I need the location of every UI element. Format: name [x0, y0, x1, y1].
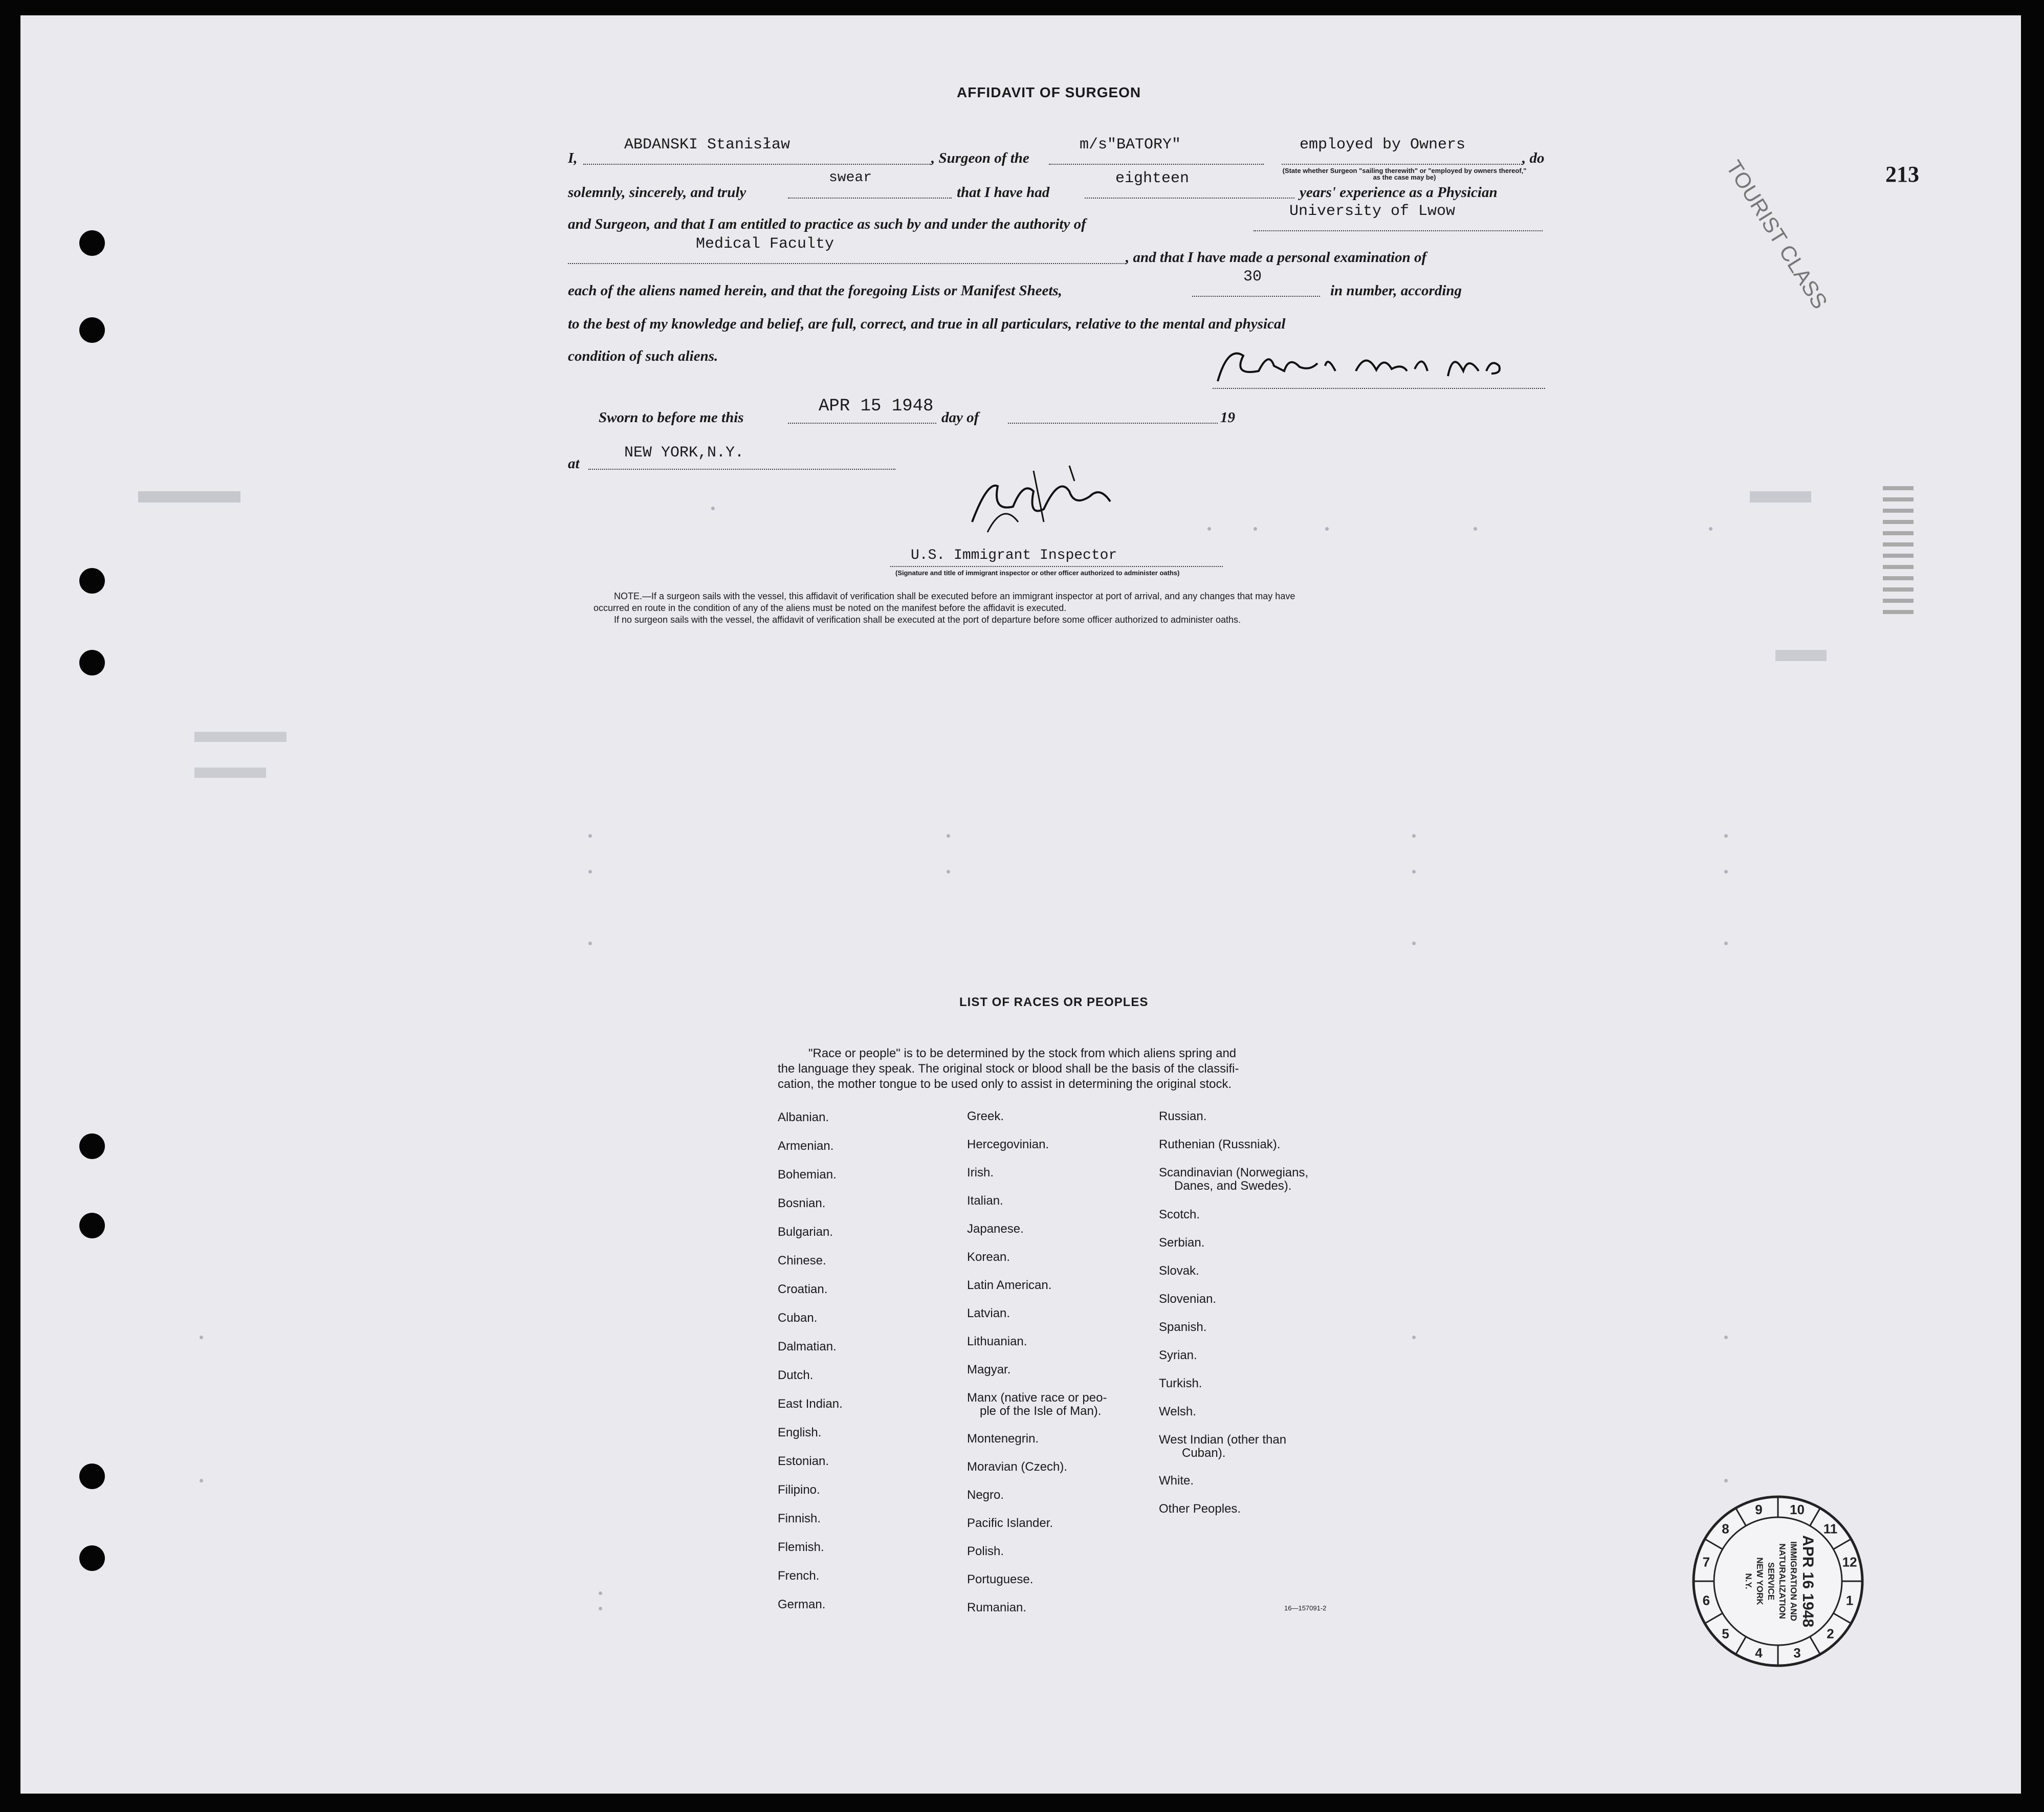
punch-hole: [79, 1464, 105, 1489]
race-irish: Irish.: [967, 1166, 994, 1180]
sworn-place: NEW YORK,N.Y.: [624, 444, 744, 462]
race-pacific-islander: Pacific Islander.: [967, 1516, 1053, 1530]
authority: University of Lwow: [1289, 203, 1456, 220]
race-armenian: Armenian.: [778, 1139, 834, 1153]
race-slovenian: Slovenian.: [1159, 1292, 1217, 1306]
race-other-peoples: Other Peoples.: [1159, 1502, 1241, 1516]
race-east-indian: East Indian.: [778, 1397, 843, 1411]
form-number: 16—157091-2: [1284, 1604, 1327, 1612]
race-bosnian: Bosnian.: [778, 1196, 826, 1210]
races-intro-1: "Race or people" is to be determined by the stock from which aliens spring and: [808, 1046, 1237, 1060]
years-experience: eighteen: [1115, 170, 1190, 187]
stamp-ring-number: 11: [1823, 1521, 1838, 1537]
do-label: , do: [1522, 150, 1545, 166]
race-turkish: Turkish.: [1159, 1377, 1202, 1390]
stamp-line-5: N.Y.: [1744, 1573, 1753, 1589]
sheet-count: 30: [1243, 268, 1262, 286]
stamp-ring-number: 10: [1790, 1501, 1805, 1517]
race-west-indian-line-1: West Indian (other than: [1159, 1433, 1287, 1447]
i-label: I,: [568, 150, 578, 166]
each-alien-label: each of the aliens named herein, and that the foregoing Lists or Manifest Sheets,: [568, 282, 1062, 299]
stamp-ring-number: 3: [1793, 1645, 1801, 1661]
races-intro-2: the language they speak. The original stock or blood shall be the basis of the classifi-: [778, 1062, 1239, 1076]
race-welsh: Welsh.: [1159, 1405, 1196, 1418]
arrival-stamp: [1691, 1494, 1865, 1668]
inspector-signature: [957, 461, 1141, 542]
note-line-1: NOTE.—If a surgeon sails with the vessel, this affidavit of verification shall be executed before an immigrant inspector at port of arrival, and any changes that may have: [614, 591, 1295, 601]
race-manx-line-1: Manx (native race or peo-: [967, 1391, 1107, 1405]
punch-hole: [79, 317, 105, 343]
race-french: French.: [778, 1569, 820, 1583]
race-syrian: Syrian.: [1159, 1348, 1197, 1362]
year-label: 19: [1220, 409, 1235, 426]
race-bohemian: Bohemian.: [778, 1168, 837, 1182]
race-ruthenian: Ruthenian (Russniak).: [1159, 1138, 1281, 1151]
in-number-label: in number, according: [1330, 282, 1462, 299]
punch-hole: [79, 1545, 105, 1571]
sworn-label: Sworn to before me this: [599, 409, 744, 426]
stamp-ring-number: 9: [1755, 1501, 1763, 1517]
stamp-line-4: NEW YORK: [1755, 1557, 1765, 1605]
race-serbian: Serbian.: [1159, 1236, 1205, 1250]
race-scotch: Scotch.: [1159, 1208, 1200, 1221]
race-korean: Korean.: [967, 1250, 1010, 1264]
years-line: [1085, 198, 1294, 199]
race-filipino: Filipino.: [778, 1483, 820, 1497]
race-scandinavian-line-2: Danes, and Swedes).: [1174, 1179, 1292, 1193]
stamp-ring-number: 7: [1702, 1554, 1710, 1570]
race-latvian: Latvian.: [967, 1306, 1010, 1320]
affidavit-title: AFFIDAVIT OF SURGEON: [957, 84, 1141, 100]
race-lithuanian: Lithuanian.: [967, 1335, 1027, 1348]
race-estonian: Estonian.: [778, 1454, 829, 1468]
inspector-caption: (Signature and title of immigrant inspector or other officer authorized to administer oaths): [895, 569, 1180, 577]
surgeon-signature-line: [1213, 388, 1545, 389]
tourist-class-stamp: TOURIST CLASS: [1722, 156, 1833, 313]
stamp-ring-number: 6: [1702, 1592, 1710, 1608]
races-intro-3: cation, the mother tongue to be used only to assist in determining the original stock.: [778, 1077, 1232, 1091]
document-page: [20, 15, 2021, 1794]
race-latin-american: Latin American.: [967, 1278, 1052, 1292]
best-knowledge-label: to the best of my knowledge and belief, are full, correct, and true in all particulars, relative to the mental and physical: [568, 316, 1286, 332]
race-negro: Negro.: [967, 1488, 1004, 1502]
race-greek: Greek.: [967, 1109, 1004, 1123]
surgeon-name-line: [583, 164, 931, 165]
stamp-ring-number: 8: [1722, 1521, 1729, 1537]
punch-hole: [79, 650, 105, 675]
employment-line: [1282, 164, 1522, 165]
vessel-name: m/s"BATORY": [1080, 136, 1181, 154]
race-finnish: Finnish.: [778, 1512, 821, 1525]
stamp-ring-number: 12: [1842, 1554, 1857, 1570]
oath-line: [788, 198, 952, 199]
race-dalmatian: Dalmatian.: [778, 1340, 837, 1353]
stamp-ring-number: 4: [1755, 1645, 1763, 1661]
race-moravian: Moravian (Czech).: [967, 1460, 1068, 1474]
race-west-indian-line-2: Cuban).: [1182, 1446, 1226, 1460]
punch-hole: [79, 568, 105, 594]
have-had-label: that I have had: [957, 184, 1050, 201]
employment-note: (State whether Surgeon "sailing therewith" or "employed by owners thereof," as the case may be): [1282, 167, 1527, 181]
faculty: Medical Faculty: [696, 235, 834, 253]
race-cuban: Cuban.: [778, 1311, 818, 1325]
faculty-line: [568, 263, 1126, 264]
condition-label: condition of such aliens.: [568, 348, 718, 364]
sheets-line: [1192, 296, 1320, 297]
race-german: German.: [778, 1598, 826, 1611]
race-bulgarian: Bulgarian.: [778, 1225, 833, 1239]
place-line: [588, 469, 895, 470]
race-polish: Polish.: [967, 1544, 1004, 1558]
race-english: English.: [778, 1426, 822, 1439]
stamp-date: APR 16 1948: [1799, 1535, 1816, 1628]
race-russian: Russian.: [1159, 1109, 1207, 1123]
inspector-title: U.S. Immigrant Inspector: [911, 548, 1117, 563]
race-portuguese: Portuguese.: [967, 1573, 1034, 1586]
race-hercegovinian: Hercegovinian.: [967, 1138, 1049, 1151]
race-flemish: Flemish.: [778, 1540, 824, 1554]
race-scandinavian-line-1: Scandinavian (Norwegians,: [1159, 1166, 1309, 1180]
surgeon-name: ABDANSKI Stanisław: [624, 136, 790, 154]
stamp-ring-number: 1: [1845, 1592, 1854, 1608]
oath-type: swear: [829, 170, 872, 186]
years-label: years' experience as a Physician: [1300, 184, 1498, 201]
punch-hole: [79, 1213, 105, 1238]
sworn-date-line: [788, 423, 936, 424]
made-exam-label: , and that I have made a personal examination of: [1126, 249, 1427, 266]
vessel-line: [1049, 164, 1264, 165]
stamp-ring-number: 5: [1722, 1626, 1729, 1642]
employment-status: employed by Owners: [1300, 136, 1466, 154]
race-magyar: Magyar.: [967, 1363, 1011, 1377]
stamp-ring-number: 2: [1827, 1626, 1834, 1642]
race-croatian: Croatian.: [778, 1282, 828, 1296]
race-montenegrin: Montenegrin.: [967, 1432, 1039, 1446]
stamp-line-1: IMMIGRATION AND: [1789, 1541, 1798, 1621]
day-of-label: day of: [941, 409, 979, 426]
month-line: [1008, 423, 1218, 424]
race-slovak: Slovak.: [1159, 1264, 1199, 1278]
sworn-date: APR 15 1948: [819, 397, 934, 416]
stamp-line-3: SERVICE: [1766, 1562, 1776, 1601]
authority-line: [1254, 230, 1543, 231]
race-albanian: Albanian.: [778, 1110, 829, 1124]
punch-hole: [79, 230, 105, 256]
surgeon-of-label: , Surgeon of the: [931, 150, 1029, 166]
punch-hole: [79, 1133, 105, 1159]
race-chinese: Chinese.: [778, 1254, 826, 1268]
race-dutch: Dutch.: [778, 1368, 814, 1382]
and-surgeon-label: and Surgeon, and that I am entitled to practice as such by and under the authority of: [568, 216, 1086, 232]
note-line-3: If no surgeon sails with the vessel, the affidavit of verification shall be executed at the port of departure before some officer authorized to administer oaths.: [614, 615, 1241, 625]
race-manx-line-2: ple of the Isle of Man).: [980, 1404, 1102, 1418]
at-label: at: [568, 455, 580, 472]
race-rumanian: Rumanian.: [967, 1601, 1027, 1614]
race-white: White.: [1159, 1474, 1194, 1488]
solemnly-label: solemnly, sincerely, and truly: [568, 184, 746, 201]
race-italian: Italian.: [967, 1194, 1003, 1208]
race-spanish: Spanish.: [1159, 1320, 1207, 1334]
inspector-line: [890, 566, 1223, 567]
stamp-line-2: NATURALIZATION: [1777, 1543, 1787, 1619]
races-title: LIST OF RACES OR PEOPLES: [959, 995, 1149, 1009]
surgeon-signature: [1213, 335, 1520, 391]
note-line-2: occurred en route in the condition of any of the aliens must be noted on the manifest before the affidavit is executed.: [594, 603, 1067, 613]
race-japanese: Japanese.: [967, 1222, 1024, 1236]
page-number: 213: [1885, 162, 1919, 187]
